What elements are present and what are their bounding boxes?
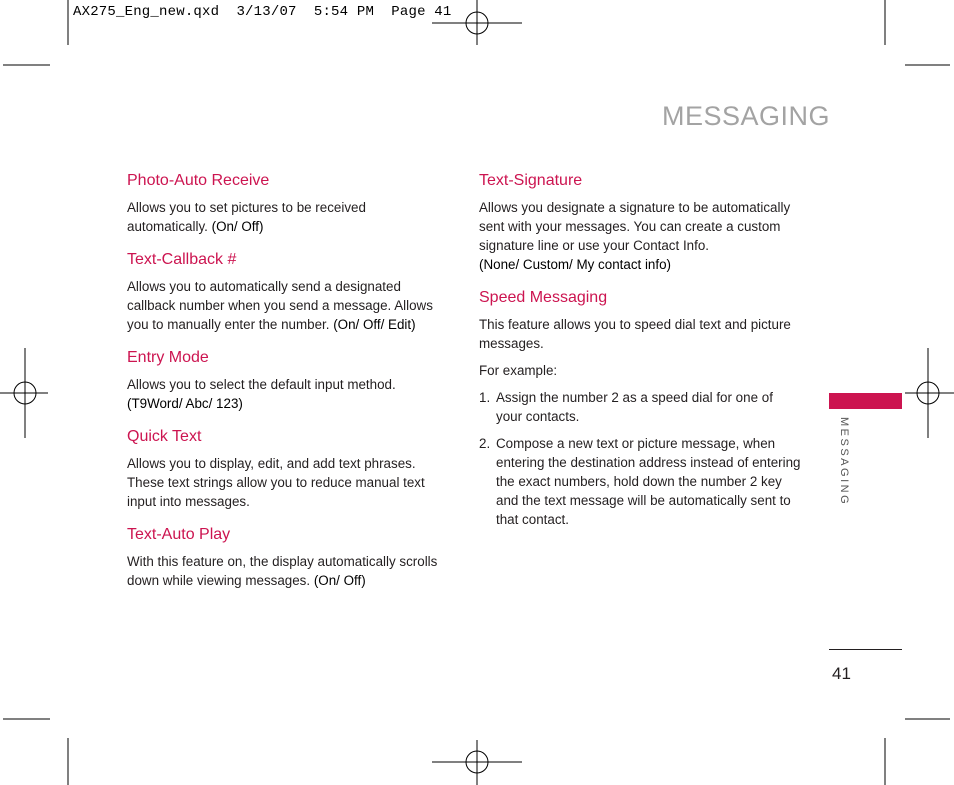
body-text: Allows you to select the default input method. xyxy=(127,377,396,392)
body-text: With this feature on, the display automatically scrolls down while viewing messages. xyxy=(127,554,438,588)
section-body xyxy=(127,277,449,334)
section-heading: Text-Callback # xyxy=(127,251,237,268)
body-text: Allows you to set pictures to be received automatically. xyxy=(127,200,366,234)
side-tab-label: MESSAGING xyxy=(838,417,850,507)
slug-file: AX275_Eng_new.qxd xyxy=(73,4,220,20)
list-item xyxy=(479,434,801,529)
body-text: Allows you to display, edit, and add text phrases. These text strings allow you to reduce manual text input into messages. xyxy=(127,456,425,509)
section-body xyxy=(127,552,449,590)
options-text: (None/ Custom/ My contact info) xyxy=(479,257,672,272)
page-number-rule xyxy=(829,649,902,650)
registration-mark-top xyxy=(432,0,522,45)
slug-page: Page 41 xyxy=(391,4,452,20)
section-heading: Speed Messaging xyxy=(479,289,608,306)
section-text-signature xyxy=(479,172,801,274)
section-heading: Photo-Auto Receive xyxy=(127,172,270,189)
section-photo-auto-receive xyxy=(127,172,449,236)
section-heading: Entry Mode xyxy=(127,349,209,366)
side-tab xyxy=(829,393,902,409)
section-entry-mode xyxy=(127,349,449,413)
section-quick-text xyxy=(127,428,449,511)
right-column xyxy=(479,172,801,537)
section-body xyxy=(479,198,801,274)
section-heading: Quick Text xyxy=(127,428,202,445)
step-text: Compose a new text or picture message, when entering the destination address instead of entering the exact numbers, hold down the number 2 key and the text message will be automatically sent to that contact. xyxy=(496,436,801,527)
step-number: 2. xyxy=(479,436,491,451)
registration-mark-right xyxy=(905,348,954,438)
body-text: Allows you to automatically send a designated callback number when you send a message. Allows you to manually enter the number. xyxy=(127,279,433,332)
section-body xyxy=(127,198,449,236)
step-text: Assign the number 2 as a speed dial for one of your contacts. xyxy=(496,390,773,424)
slug-time: 5:54 PM xyxy=(313,4,375,20)
section-text-callback xyxy=(127,251,449,334)
section-speed-messaging xyxy=(479,289,801,529)
example-intro: For example: xyxy=(479,363,558,378)
section-text-auto-play xyxy=(127,526,449,590)
section-heading: Text-Auto Play xyxy=(127,526,231,543)
page-title: MESSAGING xyxy=(661,101,830,131)
left-column xyxy=(127,172,449,605)
section-heading: Text-Signature xyxy=(479,172,583,189)
options-text: (T9Word/ Abc/ 123) xyxy=(127,396,243,411)
step-number: 1. xyxy=(479,390,491,405)
registration-mark-bottom xyxy=(432,740,522,785)
options-text: (On/ Off/ Edit) xyxy=(333,317,416,332)
registration-mark-left xyxy=(0,348,48,438)
slug-date: 3/13/07 xyxy=(236,4,297,20)
list-item xyxy=(479,388,801,426)
section-body: This feature allows you to speed dial text and picture messages. xyxy=(479,317,791,351)
page-number: 41 xyxy=(832,664,851,683)
section-body xyxy=(127,454,449,511)
options-text: (On/ Off) xyxy=(313,573,366,588)
steps-list xyxy=(479,388,801,529)
options-text: (On/ Off) xyxy=(211,219,264,234)
section-body xyxy=(127,375,449,413)
body-text: Allows you designate a signature to be automatically sent with your messages. You can create a custom signature line or use your Contact Info. xyxy=(479,200,791,253)
